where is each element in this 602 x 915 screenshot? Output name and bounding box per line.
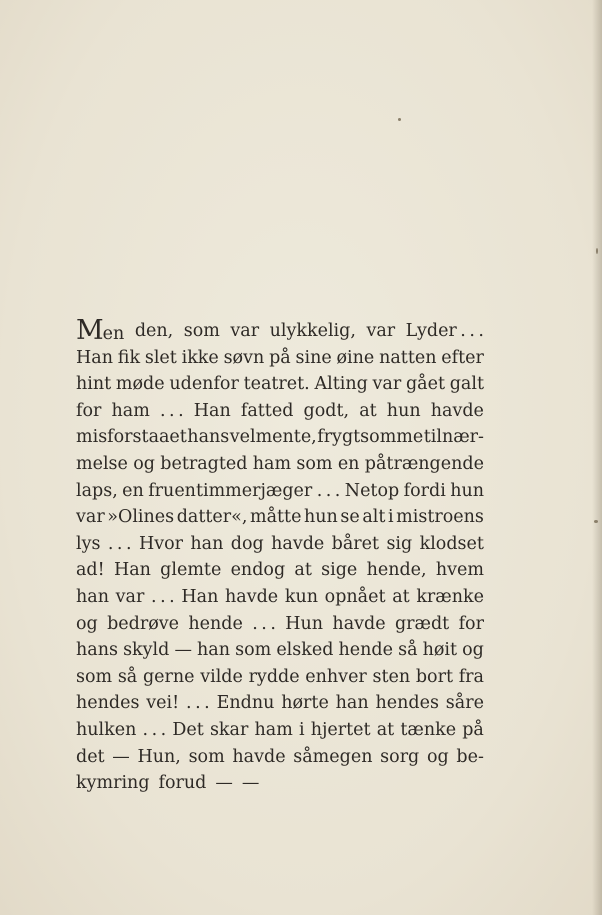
word: . . .	[186, 693, 210, 714]
word: på	[269, 347, 291, 368]
word: —	[241, 773, 260, 794]
word	[76, 315, 125, 346]
word: . . .	[159, 400, 184, 421]
word: som	[183, 321, 220, 341]
word: havde	[225, 586, 279, 607]
word: Lyder . . .	[405, 321, 484, 341]
word: dog	[230, 533, 264, 554]
word: Han	[193, 400, 231, 421]
word: båret	[331, 533, 380, 554]
word: endog	[230, 560, 286, 581]
word: ham	[252, 453, 292, 474]
word: »Olines	[107, 507, 175, 528]
word: sige	[321, 560, 358, 581]
word: ikke	[181, 347, 219, 368]
word: havde	[332, 613, 386, 634]
word: var	[372, 374, 402, 395]
word: hans	[187, 427, 230, 448]
word: at	[294, 560, 312, 581]
word: se	[340, 507, 360, 528]
word: efter	[441, 347, 484, 368]
word: sig	[386, 533, 413, 554]
word: så	[398, 640, 418, 661]
word: fatted	[240, 400, 294, 421]
word: ham	[254, 719, 293, 740]
word: hint	[76, 374, 112, 395]
word: som	[235, 640, 272, 661]
text-line	[76, 451, 484, 478]
initial-letter: M	[76, 315, 103, 346]
word: sorg	[380, 746, 420, 767]
text-line	[76, 690, 484, 717]
word: hun	[304, 507, 338, 528]
word: slet	[144, 347, 177, 368]
word: havde	[430, 400, 484, 421]
word: datter«,	[176, 507, 248, 528]
word: var	[76, 507, 105, 528]
text-line	[76, 478, 484, 505]
word: som	[296, 453, 333, 474]
word: —	[174, 640, 192, 661]
word: sten	[372, 666, 411, 687]
word: forud	[158, 773, 207, 794]
word: så	[117, 666, 138, 687]
word: hun	[386, 400, 421, 421]
word: skyld	[123, 640, 170, 661]
word: lys	[76, 533, 101, 554]
word: tilnær-	[423, 427, 484, 448]
word: for	[458, 613, 484, 634]
word: såmegen	[293, 746, 373, 767]
word: skar	[209, 719, 249, 740]
word: be-	[456, 746, 484, 767]
word: hjertet	[310, 719, 371, 740]
word: hende	[188, 613, 243, 634]
word: rydde	[248, 666, 300, 687]
word: i	[298, 719, 305, 740]
text-line	[76, 398, 484, 425]
word: fruentimmerjæger	[148, 480, 313, 501]
word: krænke	[416, 586, 484, 607]
word: hulken	[76, 719, 137, 740]
word: Netop	[344, 480, 400, 501]
word: øine	[336, 347, 375, 368]
word: betragted	[160, 453, 248, 474]
word: alt	[362, 507, 386, 528]
word: Hun,	[137, 746, 181, 767]
word: at	[359, 400, 377, 421]
word: hun	[450, 480, 484, 501]
word: søvn	[223, 347, 265, 368]
word: måtte	[249, 507, 302, 528]
word: teatret.	[243, 374, 310, 395]
word: elsked	[276, 640, 334, 661]
word: ulykkelig,	[269, 321, 356, 341]
word: han	[190, 533, 224, 554]
word: fordi	[403, 480, 446, 501]
word: hvem	[435, 560, 484, 581]
text-line	[76, 424, 484, 451]
word: Han	[181, 586, 219, 607]
word: og	[76, 613, 98, 634]
word: natten	[379, 347, 437, 368]
word: melse	[76, 453, 128, 474]
word: opnået	[324, 586, 386, 607]
text-line	[76, 315, 484, 346]
word: vei!	[146, 693, 180, 714]
word: fik	[117, 347, 141, 368]
word: galt	[449, 374, 484, 395]
word: at	[376, 719, 395, 740]
word: glemte	[160, 560, 222, 581]
word: i	[387, 507, 394, 528]
word: hørte	[281, 693, 329, 714]
word: ad!	[76, 560, 105, 581]
word: mistroens	[396, 507, 484, 528]
word: og	[133, 453, 155, 474]
word: fra	[458, 666, 484, 687]
word: en	[337, 453, 360, 474]
word: frygtsomme	[317, 427, 424, 448]
word: hendes	[76, 693, 140, 714]
word: hende,	[366, 560, 427, 581]
word: . . .	[142, 719, 167, 740]
word: det	[76, 746, 105, 767]
text-line	[76, 664, 484, 691]
word: . . .	[316, 480, 341, 501]
word: høit	[422, 640, 458, 661]
word: misforstaaet	[76, 427, 187, 448]
word: Alting	[314, 374, 368, 395]
word: at	[392, 586, 410, 607]
text-line	[76, 637, 484, 664]
word: han	[197, 640, 231, 661]
word: —	[112, 746, 130, 767]
word: udenfor	[169, 374, 239, 395]
word: gerne	[142, 666, 195, 687]
word: hendes	[375, 693, 439, 714]
word: hans	[76, 640, 118, 661]
word: gået	[405, 374, 445, 395]
text-line	[76, 744, 484, 771]
word: Det	[172, 719, 204, 740]
word: —	[215, 773, 233, 794]
word: påtrængende	[364, 453, 484, 474]
word: Endnu	[216, 693, 275, 714]
word: han	[76, 586, 109, 607]
word: tænke	[400, 719, 457, 740]
paper-speck	[594, 520, 598, 523]
text-line	[76, 584, 484, 611]
word: på	[462, 719, 484, 740]
word: grædt	[394, 613, 450, 634]
word: og	[462, 640, 484, 661]
word: han	[335, 693, 369, 714]
paper-speck	[398, 118, 401, 121]
text-line	[76, 611, 484, 638]
word: som	[76, 666, 113, 687]
word: Han	[113, 560, 151, 581]
word: møde	[115, 374, 165, 395]
word: godt,	[303, 400, 350, 421]
word: var	[115, 586, 145, 607]
word: sine	[295, 347, 332, 368]
word: en	[122, 480, 144, 501]
text-line	[76, 371, 484, 398]
word: bort	[415, 666, 453, 687]
word: Hvor	[138, 533, 183, 554]
word: . . .	[107, 533, 132, 554]
word: den,	[134, 321, 174, 341]
paper-speck	[596, 248, 598, 254]
text-line	[76, 504, 484, 531]
word: enhver	[305, 666, 367, 687]
word: Han	[76, 347, 113, 368]
page-edge-shadow	[592, 0, 602, 915]
word: vilde	[200, 666, 243, 687]
word: og	[426, 746, 449, 767]
word: var	[366, 321, 396, 341]
word: klodset	[419, 533, 484, 554]
word: laps,	[76, 480, 118, 501]
word: Hun	[285, 613, 324, 634]
word: for	[76, 400, 102, 421]
word: var	[230, 321, 260, 341]
word: velmente,	[229, 427, 317, 448]
word: ham	[111, 400, 150, 421]
word: hende	[338, 640, 393, 661]
word: som	[188, 746, 225, 767]
text-line	[76, 770, 484, 797]
word-rest: en	[102, 324, 125, 344]
word: kun	[284, 586, 318, 607]
text-line	[76, 531, 484, 558]
text-line	[76, 345, 484, 372]
word: såre	[445, 693, 484, 714]
paragraph	[76, 315, 484, 797]
word: . . .	[252, 613, 276, 634]
word: havde	[232, 746, 286, 767]
word: havde	[271, 533, 325, 554]
word: bedrøve	[107, 613, 180, 634]
word: . . .	[151, 586, 175, 607]
text-line	[76, 557, 484, 584]
word: kymring	[76, 773, 150, 794]
text-line	[76, 717, 484, 744]
